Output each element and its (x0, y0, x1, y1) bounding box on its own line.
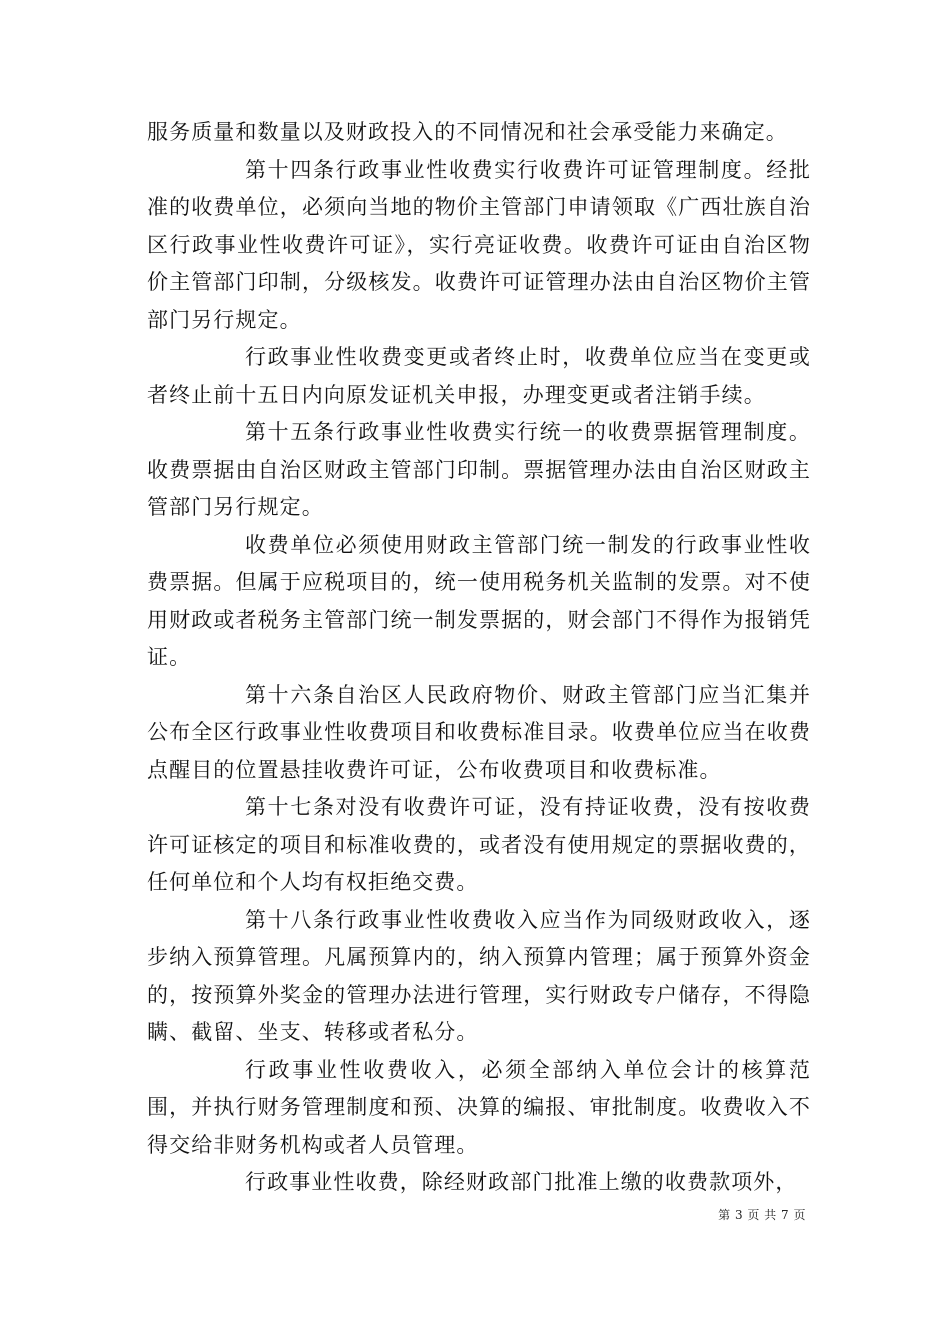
paragraph-article-16: 第十六条自治区人民政府物价、财政主管部门应当汇集并公布全区行政事业性收费项目和收费标准目录。收费单位应当在收费点醒目的位置悬挂收费许可证，公布收费项目和收费标准。 (147, 682, 811, 782)
paragraph: 行政事业性收费，除经财政部门批准上缴的收费款项外， (245, 1170, 798, 1194)
paragraph-article-17: 第十七条对没有收费许可证，没有持证收费，没有按收费许可证核定的项目和标准收费的，或者没有使用规定的票据收费的，任何单位和个人均有权拒绝交费。 (147, 795, 811, 894)
paragraph-article-15: 第十五条行政事业性收费实行统一的收费票据管理制度。收费票据由自治区财政主管部门印制。票据管理办法由自治区财政主管部门另行规定。 (147, 420, 811, 519)
paragraph: 行政事业性收费变更或者终止时，收费单位应当在变更或者终止前十五日内向原发证机关申报，办理变更或者注销手续。 (147, 345, 811, 407)
paragraph: 行政事业性收费收入，必须全部纳入单位会计的核算范围，并执行财务管理制度和预、决算的编报、审批制度。收费收入不得交给非财务机构或者人员管理。 (147, 1057, 811, 1157)
page-number-footer: 第 3 页 共 7 页 (718, 1208, 806, 1222)
document-body (147, 114, 811, 1202)
paragraph: 服务质量和数量以及财政投入的不同情况和社会承受能力来确定。 (147, 120, 788, 144)
paragraph-article-14: 第十四条行政事业性收费实行收费许可证管理制度。经批准的收费单位，必须向当地的物价主管部门申请领取《广西壮族自治区行政事业性收费许可证》，实行亮证收费。收费许可证由自治区物价主管部门印制，分级核发。收费许可证管理办法由自治区物价主管部门另行规定。 (147, 157, 811, 332)
paragraph-article-18: 第十八条行政事业性收费收入应当作为同级财政收入，逐步纳入预算管理。凡属预算内的，纳入预算内管理；属于预算外资金的，按预算外奖金的管理办法进行管理，实行财政专户储存，不得隐瞒、截留、坐支、转移或者私分。 (147, 907, 811, 1044)
paragraph: 收费单位必须使用财政主管部门统一制发的行政事业性收费票据。但属于应税项目的，统一使用税务机关监制的发票。对不使用财政或者税务主管部门统一制发票据的，财会部门不得作为报销凭证。 (147, 532, 811, 669)
